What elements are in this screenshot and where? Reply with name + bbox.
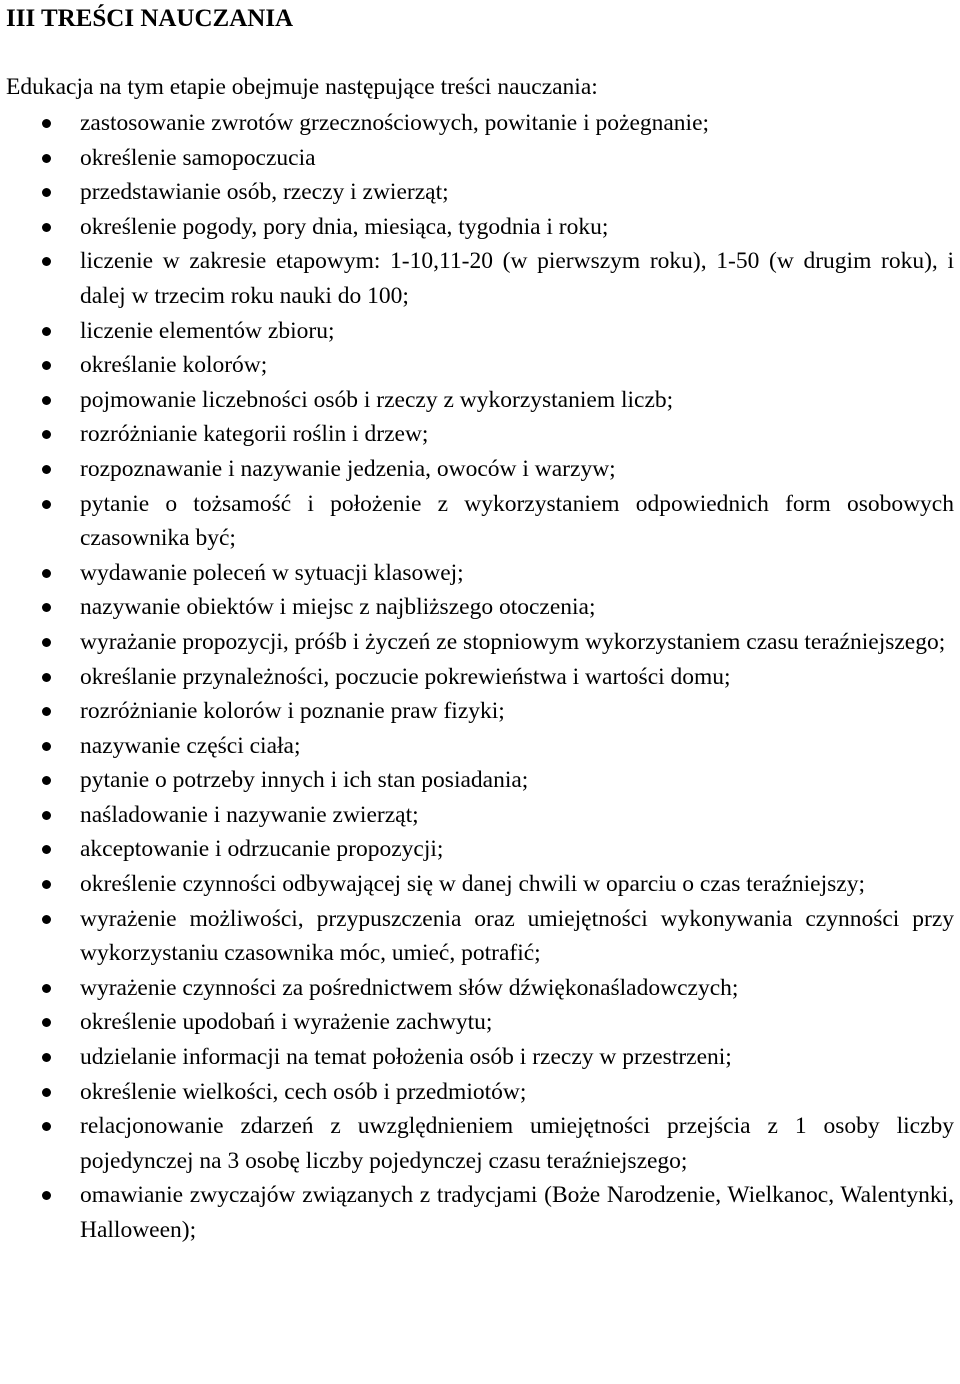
list-item-text: pytanie o potrzeby innych i ich stan posiadania; [80,767,529,794]
bullet-icon [42,361,51,370]
list-item [0,175,960,210]
list-item [0,590,960,625]
list-item-text: rozróżnianie kolorów i poznanie praw fizyki; [80,698,505,725]
list-item [0,1005,960,1040]
list-item [0,556,960,591]
bullet-icon [42,119,51,128]
bullet-icon [42,984,51,993]
bullet-icon [42,742,51,751]
list-item [0,798,960,833]
list-item-text: określanie kolorów; [80,352,268,379]
bullet-icon [42,880,51,889]
list-item [0,971,960,1006]
bullet-icon [42,845,51,854]
list-item-text: określenie czynności odbywającej się w danej chwili w oparciu o czas teraźniejszy; [80,871,865,898]
list-item [0,660,960,695]
list-item [0,867,960,902]
list-item-text: określenie samopoczucia [80,144,316,171]
list-item [0,832,960,867]
list-item-text: określanie przynależności, poczucie pokrewieństwa i wartości domu; [80,663,731,690]
bullet-icon [42,638,51,647]
intro-paragraph: Edukacja na tym etapie obejmuje następujące treści nauczania: [6,74,598,100]
bullet-icon [42,430,51,439]
list-item [0,383,960,418]
list-item-text: nazywanie obiektów i miejsc z najbliższego otoczenia; [80,594,596,621]
list-item [0,902,960,971]
bullet-icon [42,1088,51,1097]
list-item [0,106,960,141]
list-item [0,1040,960,1075]
list-item [0,1109,960,1178]
bullet-icon [42,188,51,197]
list-item-text: wyrażenie czynności za pośrednictwem słów dźwiękonaśladowczych; [80,974,739,1001]
list-item-text: udzielanie informacji na temat położenia osób i rzeczy w przestrzeni; [80,1044,732,1071]
list-item-text: wyrażenie możliwości, przypuszczenia oraz umiejętności wykonywania czynności przy wykorzystaniu czasownika móc, umieć, potrafić; [80,905,954,967]
list-item [0,1075,960,1110]
list-item-text: liczenie w zakresie etapowym: 1-10,11-20 (w pierwszym roku), 1-50 (w drugim roku), i dalej w trzecim roku nauki do 100; [80,248,954,309]
list-item-text: naśladowanie i nazywanie zwierząt; [80,801,419,828]
list-item [0,244,960,313]
list-item-text: wydawanie poleceń w sytuacji klasowej; [80,559,464,586]
list-item [0,763,960,798]
bullet-icon [42,465,51,474]
bullet-icon [42,1191,51,1200]
bullet-icon [42,1018,51,1027]
list-item-text: nazywanie części ciała; [80,732,301,759]
bullet-icon [42,776,51,785]
list-item-text: przedstawianie osób, rzeczy i zwierząt; [80,179,449,206]
list-item-text: określenie upodobań i wyrażenie zachwytu; [80,1009,493,1036]
bullet-icon [42,327,51,336]
list-item-text: akceptowanie i odrzucanie propozycji; [80,836,444,863]
list-item-text: wyrażanie propozycji, próśb i życzeń ze stopniowym wykorzystaniem czasu teraźniejszego; [80,628,946,655]
bullet-icon [42,154,51,163]
bullet-icon [42,707,51,716]
list-item-text: zastosowanie zwrotów grzecznościowych, powitanie i pożegnanie; [80,110,710,136]
bullet-icon [42,1122,51,1131]
bullet-icon [42,569,51,578]
bullet-icon [42,603,51,612]
bullet-icon [42,223,51,232]
list-item [0,487,960,556]
bullet-icon [42,500,51,509]
section-heading: III TREŚCI NAUCZANIA [6,5,294,32]
list-item-text: określenie pogody, pory dnia, miesiąca, tygodnia i roku; [80,213,609,240]
list-item [0,348,960,383]
list-item [0,625,960,660]
list-item-text: relacjonowanie zdarzeń z uwzględnieniem umiejętności przejścia z 1 osoby liczby pojedynczej na 3 osobę liczby pojedynczej czasu teraźniejszego; [80,1113,954,1174]
list-item-text: określenie wielkości, cech osób i przedmiotów; [80,1078,527,1105]
bullet-icon [42,1053,51,1062]
list-item [0,417,960,452]
teaching-content-list [0,106,960,1248]
list-item-text: omawianie zwyczajów związanych z tradycjami (Boże Narodzenie, Wielkanoc, Walentynki, Halloween); [80,1182,954,1243]
list-item-text: rozpoznawanie i nazywanie jedzenia, owoców i warzyw; [80,455,616,482]
bullet-icon [42,915,51,924]
list-item-text: pojmowanie liczebności osób i rzeczy z wykorzystaniem liczb; [80,386,674,413]
list-item [0,141,960,176]
bullet-icon [42,673,51,682]
list-item-text: rozróżnianie kategorii roślin i drzew; [80,421,429,448]
list-item [0,210,960,245]
list-item-text: pytanie o tożsamość i położenie z wykorzystaniem odpowiednich form osobowych czasownika być; [80,490,954,552]
list-item-text: liczenie elementów zbioru; [80,317,335,344]
list-item [0,314,960,349]
list-item [0,729,960,764]
list-item [0,1178,960,1247]
bullet-icon [42,396,51,405]
list-item [0,694,960,729]
bullet-icon [42,811,51,820]
bullet-icon [42,257,51,266]
list-item [0,452,960,487]
